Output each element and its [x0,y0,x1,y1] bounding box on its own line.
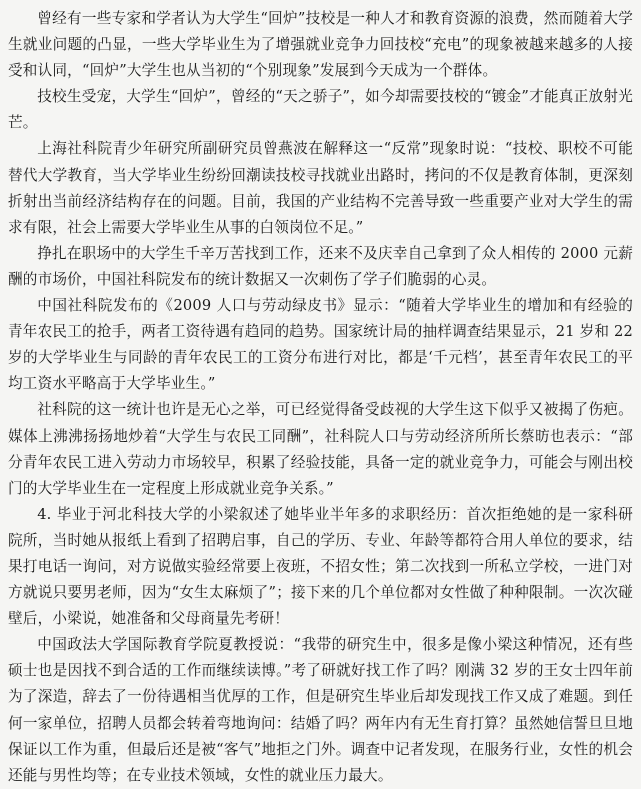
paragraph: 中国政法大学国际教育学院夏教授说：“我带的研究生中，很多是像小梁这种情况，还有些硕士也是因找不到合适的工作而继续读博。”考了研就好找工作了吗？刚满 32 岁的王女士四年前为了深造，辞去了一份待遇相当优厚的工作，但是研究生毕业后却发现找工作又成了难题。到任何一家单位，招聘人员都会转着弯地询问：结婚了吗？两年内有无生育打算？虽然她信誓旦旦地保证以工作为重，但最后还是被“客气”地拒之门外。调查中记者发现，在服务行业，女性的机会还能与男性均等；在专业技术领域，女性的就业压力最大。 [8,636,633,784]
paragraph: 曾经有一些专家和学者认为大学生“回炉”技校是一种人才和教育资源的浪费，然而随着大学生就业问题的凸显，一些大学毕业生为了增强就业竞争力回技校“充电”的现象被越来越多的人接受和认同，“回炉”大学生也从当初的“个别现象”发展到今天成为一个群体。 [8,10,633,80]
paragraph: 中国社科院发布的《2009 人口与劳动绿皮书》显示：“随着大学毕业生的增加和有经验的青年农民工的抢手，两者工资待遇有趋同的趋势。国家统计局的抽样调查结果显示，21 岁和 22 岁的大学毕业生与同龄的青年农民工的工资分布进行对比，都是‘千元档’，甚至青年农民工的平均工资水平略高于大学毕业生。” [8,297,633,393]
paragraph: 4. 毕业于河北科技大学的小梁叙述了她毕业半年多的求职经历：首次拒绝她的是一家科研院所，当时她从报纸上看到了招聘启事，自己的学历、专业、年龄等都符合用人单位的要求，结果打电话一询问，对方说做实验经常要上夜班，不招女性；第二次找到一所私立学校，一进门对方就说只要男老师，因为“女生太麻烦了”；接下来的几个单位都对女性做了种种限制。一次次碰壁后，小梁说，她准备和父母商量先考研！ [8,505,633,628]
paragraph: 上海社科院青少年研究所副研究员曾燕波在解释这一“反常”现象时说：“技校、职校不可能替代大学教育，当大学毕业生纷纷回潮读技校寻找就业出路时，拷问的不仅是教育体制，更深刻折射出当前经济结构存在的问题。目前，我国的产业结构不完善导致一些重要产业对大学生的需求有限，社会上需要大学毕业生从事的白领岗位不足。” [8,140,633,236]
paragraph: 技校生受宠，大学生“回炉”，曾经的“天之骄子”，如今却需要技校的“镀金”才能真正放射光芒。 [8,88,633,132]
paragraph: 社科院的这一统计也许是无心之举，可已经觉得备受歧视的大学生这下似乎又被揭了伤疤。媒体上沸沸扬扬地炒着“大学生与农民工同酬”，社科院人口与劳动经济所所长蔡昉也表示：“部分青年农民工进入劳动力市场较早，积累了经验技能，具备一定的就业竞争力，可能会与刚出校门的大学毕业生在一定程度上形成就业竞争关系。” [8,401,633,497]
paragraph: 挣扎在职场中的大学生千辛万苦找到工作，还来不及庆幸自己拿到了众人相传的 2000 元薪酬的市场价，中国社科院发布的统计数据又一次刺伤了学子们脆弱的心灵。 [8,244,633,288]
